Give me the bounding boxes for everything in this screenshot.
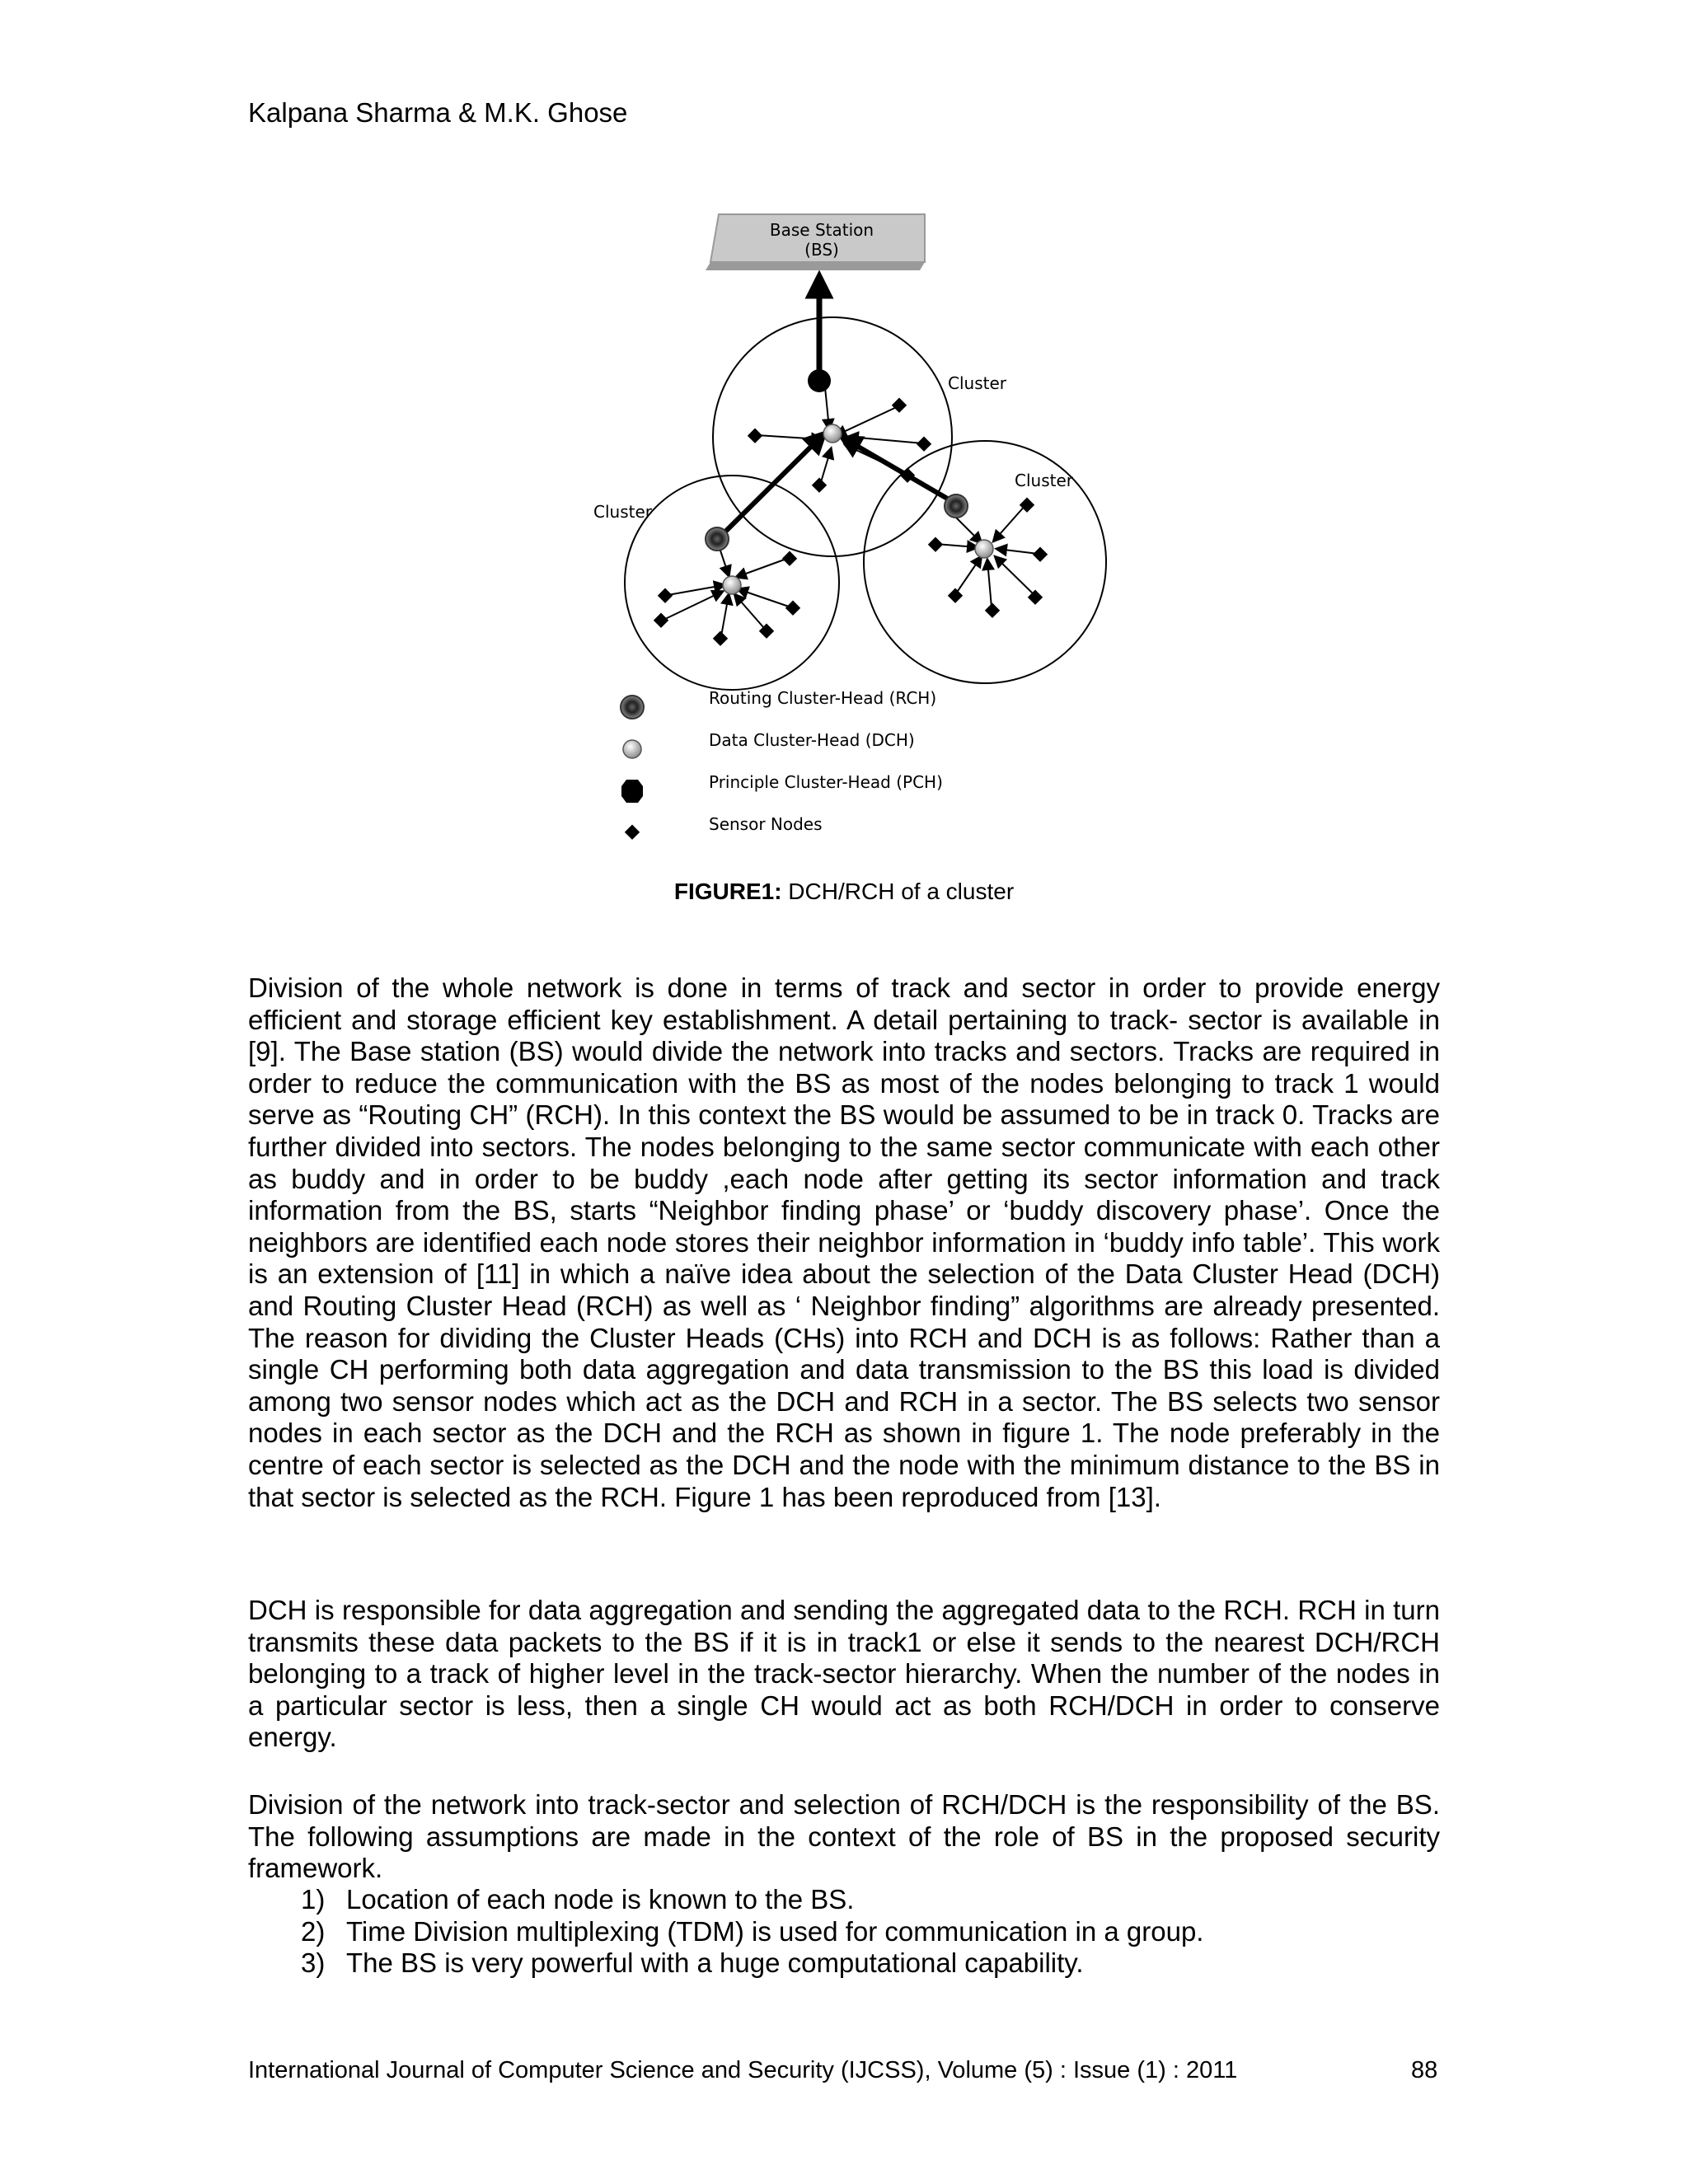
list-item-text: Location of each node is known to the BS. (346, 1884, 855, 1915)
routing-cluster-head-icon (621, 696, 644, 719)
list-item-number: 1) (301, 1884, 326, 1915)
left-routing-cluster-head-node (706, 527, 729, 551)
figure-caption (0, 879, 1688, 905)
list-item (301, 1884, 1203, 1916)
page-header-authors: Kalpana Sharma & M.K. Ghose (248, 97, 628, 128)
legend-label-rch: Routing Cluster-Head (RCH) (709, 688, 937, 708)
legend-label-sensor: Sensor Nodes (709, 814, 823, 834)
cluster-label-right: Cluster (1015, 471, 1073, 490)
figure-caption-text: DCH/RCH of a cluster (781, 879, 1015, 904)
paragraph-dch-responsibility: DCH is responsible for data aggregation and sending the aggregated data to the RCH. RCH in turn transmits these data packets to the BS if it is in track1 or else it sends to the nearest DCH/RCH belonging to a track of higher level in the track-sector hierarchy. When the number of the nodes in a particular sector is less, then a single CH would act as both RCH/DCH in order to conserve energy. (248, 1595, 1440, 1753)
assumption-list (301, 1884, 1203, 1980)
left-rch-to-top-dch-arrow (721, 435, 823, 536)
legend-label-dch: Data Cluster-Head (DCH) (709, 730, 915, 750)
cluster-diagram (560, 198, 1137, 857)
cluster-label-top: Cluster (948, 373, 1006, 393)
list-item-number: 2) (301, 1915, 326, 1947)
principle-cluster-head-icon (621, 780, 643, 803)
left-data-cluster-head-node (723, 576, 741, 594)
principle-cluster-head-node (808, 369, 831, 392)
list-item-text: Time Division multiplexing (TDM) is used for communication in a group. (346, 1915, 1204, 1947)
cluster-label-left: Cluster (593, 502, 652, 522)
page-number: 88 (1411, 2057, 1438, 2083)
list-item-number: 3) (301, 1947, 326, 1979)
base-station-label: Base Station (769, 220, 874, 240)
legend-label-pch: Principle Cluster-Head (PCH) (709, 772, 943, 792)
base-station (706, 214, 925, 270)
paragraph-track-sector: Division of the whole network is done in terms of track and sector in order to provide energy efficient and storage efficient key establishment. A detail pertaining to track- sector is available in [9]. The Base station (BS) would divide the network into tracks and sectors. Tracks are required in order to reduce the communication with the BS as most of the nodes belonging to track 1 would serve as “Routing CH” (RCH). In this context the BS would be assumed to be in track 0. Tracks are further divided into sectors. The nodes belonging to the same sector communicate with each other as buddy and in order to be buddy ,each node after getting its sector information and track information from the BS, starts “Neighbor finding phase’ or ‘buddy discovery phase’. Once the neighbors are identified each node stores their neighbor information in ‘buddy info table’. This work is an extension of [11] in which a naïve idea about the selection of the Data Cluster Head (DCH) and Routing Cluster Head (RCH) as well as ‘ Neighbor finding” algorithms are already presented. The reason for dividing the Cluster Heads (CHs) into RCH and DCH is as follows: Rather than a single CH performing both data aggregation and data transmission to the BS this load is divided among two sensor nodes which act as the DCH and RCH in a sector. The BS selects two sensor nodes in each sector as the DCH and the RCH as shown in figure 1. The node preferably in the centre of each sector is selected as the DCH and the node with the minimum distance to the BS in that sector is selected as the RCH. Figure 1 has been reproduced from [13]. (248, 972, 1440, 1512)
footer-journal: International Journal of Computer Science and Security (IJCSS), Volume (5) : Issue (1) : 2011 (248, 2057, 1238, 2083)
figure-legend (621, 688, 943, 840)
top-data-cluster-head-node (823, 424, 842, 443)
list-item (301, 1947, 1203, 1980)
base-station-sublabel: (BS) (804, 240, 839, 260)
right-routing-cluster-head-node (945, 494, 968, 518)
paragraph-bs-assumptions: Division of the network into track-sector and selection of RCH/DCH is the responsibility of the BS. The following assumptions are made in the context of the role of BS in the proposed security framework. (248, 1789, 1440, 1884)
sensor-node-icon (625, 825, 640, 840)
list-item (301, 1916, 1203, 1948)
list-item-text: The BS is very powerful with a huge computational capability. (346, 1947, 1084, 1979)
right-data-cluster-head-node (975, 540, 993, 558)
figure-caption-label: FIGURE1: (673, 879, 782, 904)
top-cluster-sensors (748, 398, 931, 493)
left-cluster-sensors (654, 551, 800, 646)
data-cluster-head-icon (623, 740, 641, 758)
cluster-figure (560, 198, 1137, 857)
